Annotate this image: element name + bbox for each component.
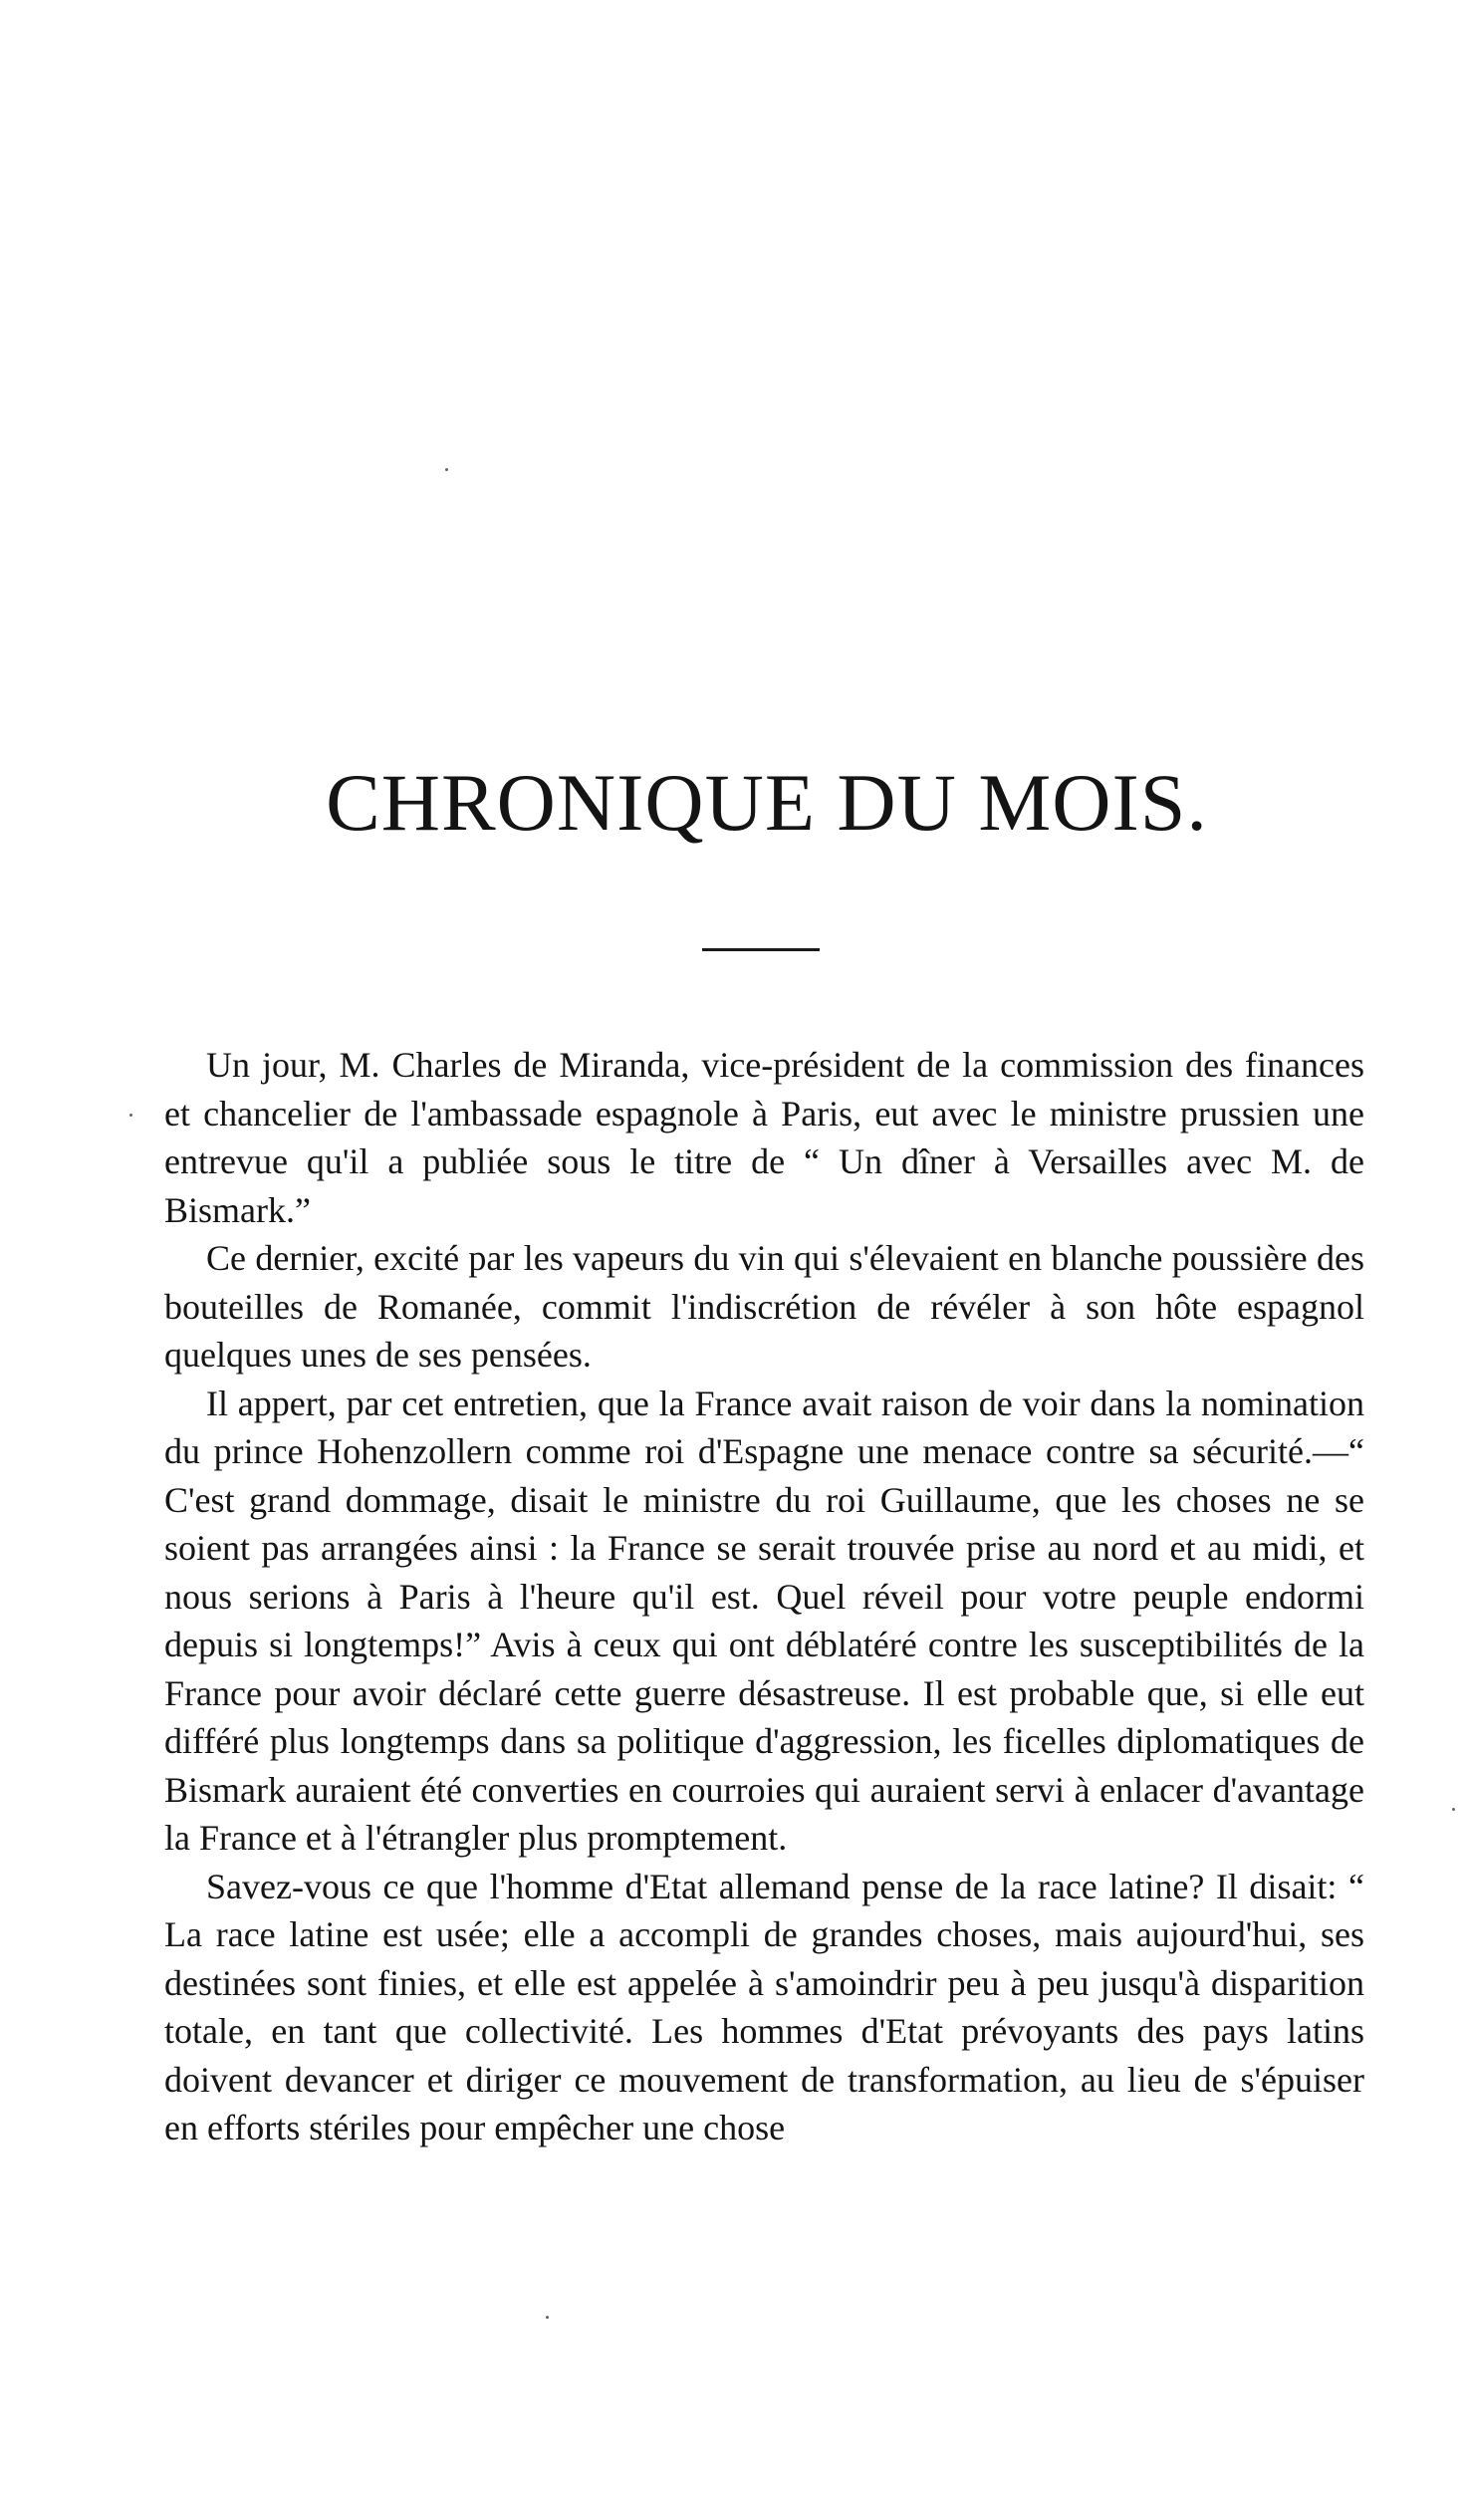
scan-speck [546, 2316, 549, 2319]
scan-speck [1452, 1808, 1455, 1811]
body-text [164, 1041, 1364, 2152]
paragraph: Il appert, par cet entretien, que la France avait raison de voir dans la nomination du prince Hohenzollern comme roi d'Espagne une menace contre sa sécurité.—“ C'est grand dommage, disait le ministre du roi Guillaume, que les choses ne se soient pas arrangées ainsi : la France se serait trouvée prise au nord et au midi, et nous serions à Paris à l'heure qu'il est. Quel réveil pour votre peuple endormi depuis si longtemps!” Avis à ceux qui ont déblatéré contre les susceptibilités de la France pour avoir déclaré cette guerre désastreuse. Il est probable que, si elle eut différé plus longtemps dans sa politique d'aggression, les ficelles diplomatiques de Bismark auraient été converties en courroies qui auraient servi à enlacer d'avantage la France et à l'étrangler plus promptement. [164, 1383, 1364, 1858]
paragraph: Ce dernier, excité par les vapeurs du vin qui s'élevaient en blanche poussière des bouteilles de Romanée, commit l'indiscrétion de révéler à son hôte espagnol quelques unes de ses pensées. [164, 1238, 1364, 1375]
title-rule [702, 948, 820, 951]
paragraph: Un jour, M. Charles de Miranda, vice-président de la commission des finances et chancelier de l'ambassade espagnole à Paris, eut avec le ministre prussien une entrevue qu'il a publiée sous le titre de “ Un dîner à Versailles avec M. de Bismark.” [164, 1045, 1364, 1230]
scan-speck [129, 1114, 132, 1117]
scan-speck [445, 468, 448, 471]
paragraph: Savez-vous ce que l'homme d'Etat allemand pense de la race latine? Il disait: “ La race latine est usée; elle a accompli de grandes choses, mais aujourd'hui, ses destinées sont finies, et elle est appelée à s'amoindrir peu à peu jusqu'à disparition totale, en tant que collectivité. Les hommes d'Etat prévoyants des pays latins doivent devancer et diriger ce mouvement de transformation, au lieu de s'épuiser en efforts stériles pour empêcher une chose [164, 1866, 1364, 2147]
chapter-title: CHRONIQUE DU MOIS. [326, 757, 1208, 848]
